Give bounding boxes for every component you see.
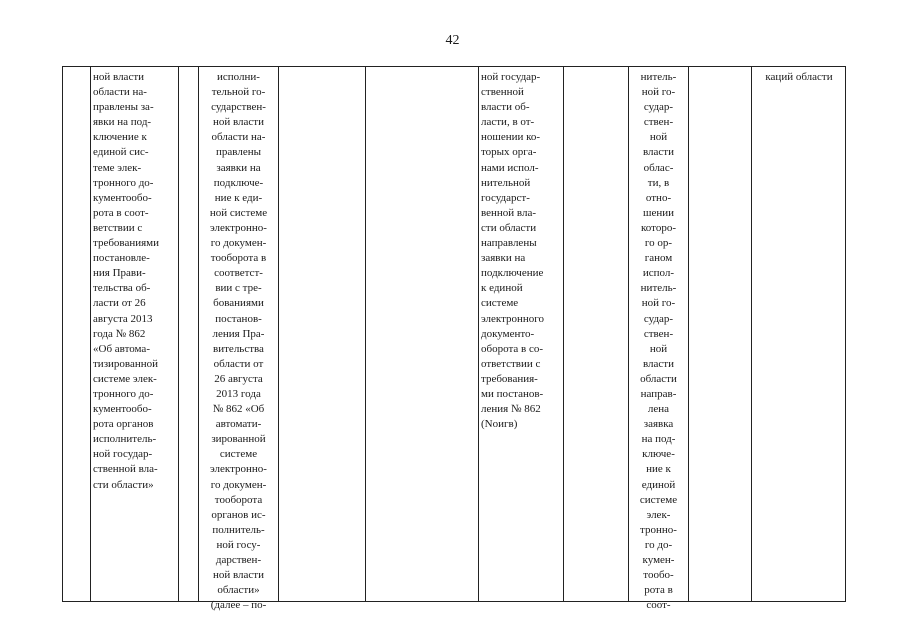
table-cell-col9: нитель- ной го- судар- ствен- ной власти облас- ти, в отно- шении которо- го ор- ганом испол- нитель- ной го- судар- ствен- ной власти области направ- лена заявка на под- ключе- ние к единой системе элек- тронно- го до- кумен- тообо- рота в соот- — [639, 71, 678, 612]
page-number: 42 — [445, 33, 460, 48]
column-divider — [563, 67, 564, 601]
column-divider — [278, 67, 279, 601]
table-cell-col7: ной государ- ственной власти об- ласти, в от- ношении ко- торых орга- нами испол- нительной государст- венной вла- сти области направлены заявки на подключение к единой системе электронного документо- оборота в со- ответствии с требования- ми постанов- ления № 862 (Nоигв) — [481, 71, 545, 431]
table-cell-col4: исполни- тельной го- сударствен- ной власти области на- правлены заявки на подключе- ние к еди- ной системе электронно- го докумен- тооборота в соответст- вии с тре- бованиями постанов- ления Пра- вительства области от 26 августа 2013 года № 862 «Об автомати- зированной системе электронно- го докумен- тооборота органов ис- полнитель- ной госу- дарствен- ной власти области» (далее – по- — [209, 71, 268, 612]
column-divider — [178, 67, 179, 601]
column-divider — [688, 67, 689, 601]
table-cell-col2: ной власти области на- правлены за- явки на под- ключение к единой сис- теме элек- тронного до- кументообо- рота в соот- ветствии с требованиями постановле- ния Прави- тельства об- ласти от 26 августа 2013 года № 862 «Об автома- тизированной системе элек- тронного до- кументообо- рота органов исполнитель- ной государ- ственной вла- сти области» — [93, 71, 160, 491]
document-table — [62, 66, 846, 612]
column-divider — [751, 67, 752, 601]
column-divider — [365, 67, 366, 601]
column-divider — [628, 67, 629, 601]
table-cell-col11: каций области — [765, 71, 833, 83]
column-divider — [90, 67, 91, 601]
column-divider — [478, 67, 479, 601]
column-divider — [198, 67, 199, 601]
